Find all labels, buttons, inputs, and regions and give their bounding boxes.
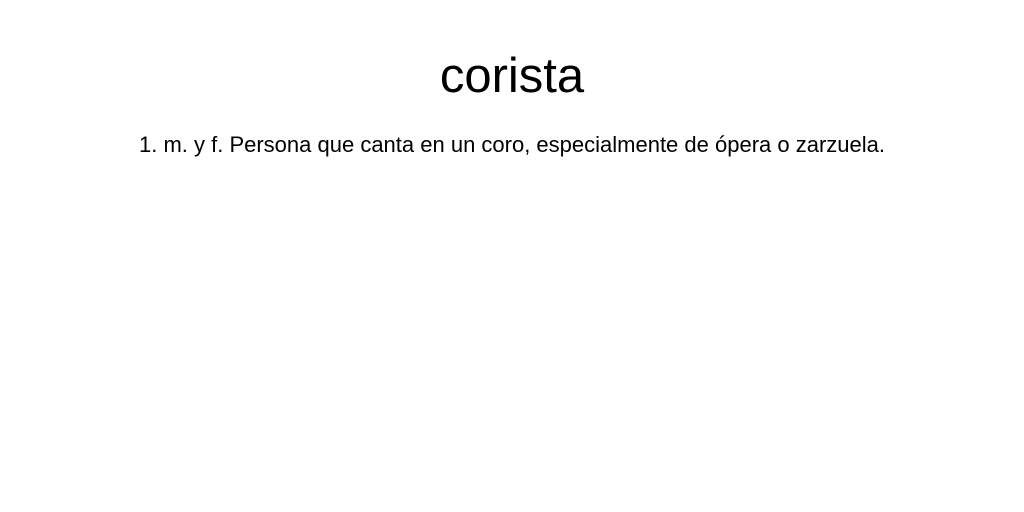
definition-1: 1. m. y f. Persona que canta en un coro, especialmente de ópera o zarzuela.	[138, 132, 885, 157]
headword-title: corista	[439, 49, 585, 103]
